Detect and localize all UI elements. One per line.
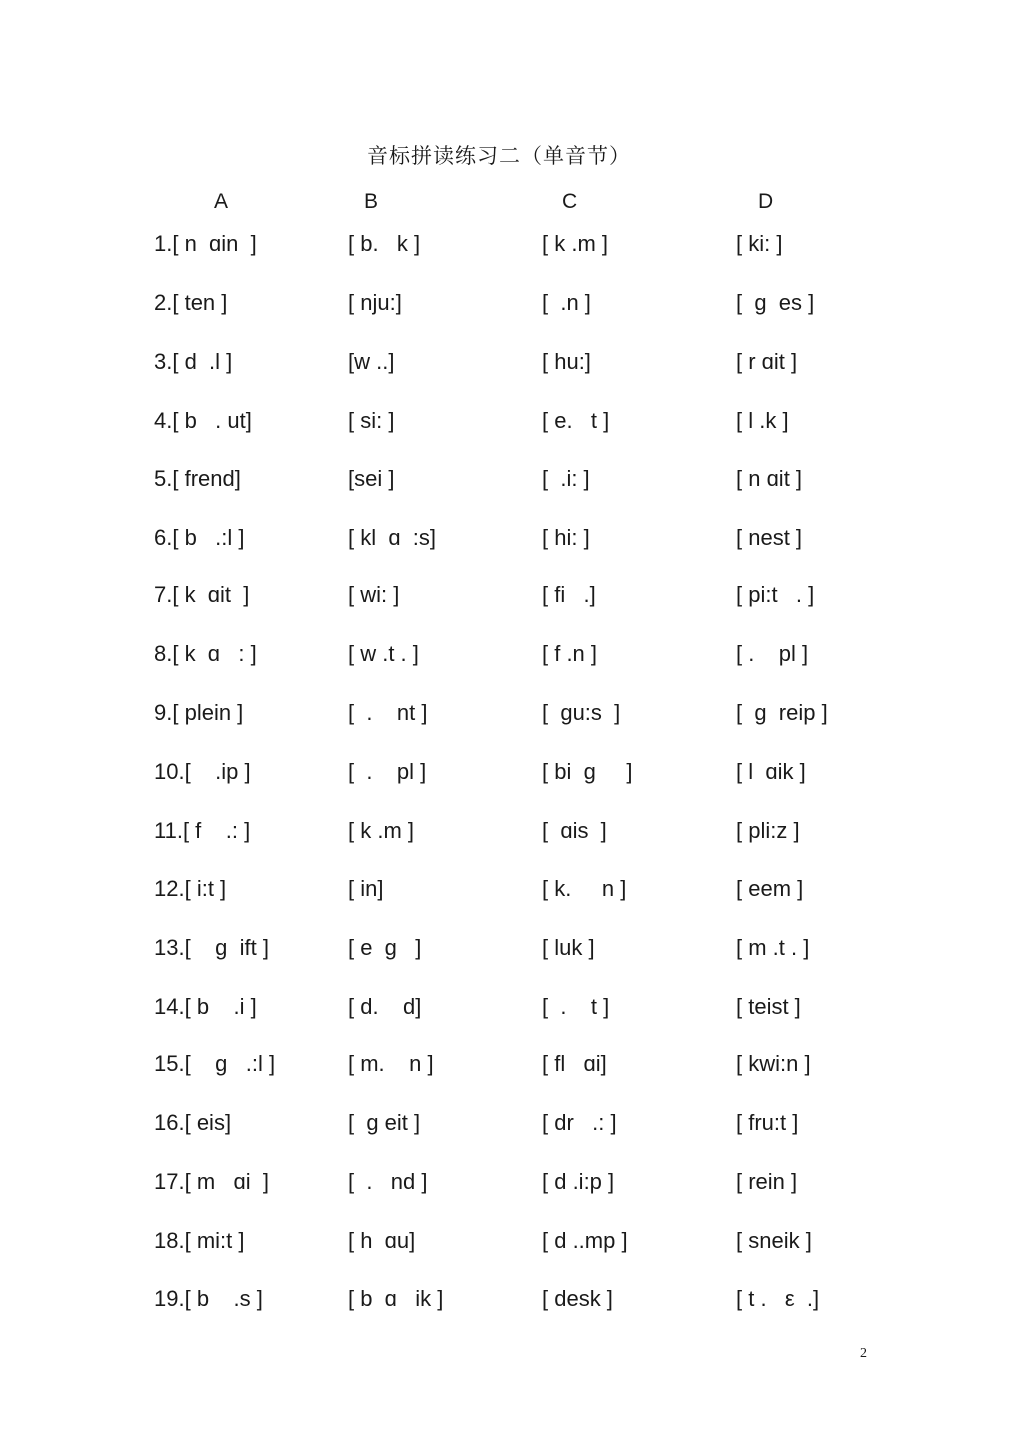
phonetic-a: [ b . ut] bbox=[172, 408, 252, 433]
table-row bbox=[0, 224, 1024, 264]
phonetic-c: [ hi: ] bbox=[542, 525, 590, 550]
phonetic-d: [ teist ] bbox=[736, 994, 801, 1019]
table-row bbox=[0, 342, 1024, 382]
row-number: 19. bbox=[154, 1286, 185, 1311]
row-number: 9. bbox=[154, 700, 173, 725]
phonetic-c: [ k. n ] bbox=[542, 876, 627, 901]
phonetic-c: [ d ..mp ] bbox=[542, 1228, 628, 1253]
phonetic-d: [ sneik ] bbox=[736, 1228, 812, 1253]
phonetic-b: [ m. n ] bbox=[348, 1051, 434, 1076]
page-title: 音标拼读练习二（单音节） bbox=[367, 144, 631, 168]
phonetic-d: [ kwi:n ] bbox=[736, 1051, 811, 1076]
phonetic-b: [w ..] bbox=[348, 349, 395, 374]
phonetic-c: [ ɡu:s ] bbox=[542, 700, 621, 725]
table-row bbox=[0, 1162, 1024, 1202]
phonetic-b: [ e ɡ ] bbox=[348, 935, 422, 960]
phonetic-a: [ n ɑin ] bbox=[172, 231, 257, 256]
row-number: 7. bbox=[154, 582, 173, 607]
row-number: 13. bbox=[154, 935, 185, 960]
table-row bbox=[0, 752, 1024, 792]
cell-a bbox=[154, 342, 232, 382]
phonetic-c: [ hu:] bbox=[542, 349, 591, 374]
phonetic-a: [ plein ] bbox=[172, 700, 244, 725]
phonetic-d: [ ɡ es ] bbox=[736, 290, 815, 315]
cell-a bbox=[154, 575, 249, 615]
phonetic-a: [ b .s ] bbox=[184, 1286, 263, 1311]
cell-a bbox=[154, 693, 243, 733]
phonetic-c: [ desk ] bbox=[542, 1286, 613, 1311]
row-number: 6. bbox=[154, 525, 173, 550]
row-number: 4. bbox=[154, 408, 173, 433]
table-row bbox=[0, 518, 1024, 558]
row-number: 14. bbox=[154, 994, 185, 1019]
table-row bbox=[0, 459, 1024, 499]
table-row bbox=[0, 1279, 1024, 1319]
cell-a bbox=[154, 1103, 231, 1143]
phonetic-b: [ kl ɑ :s] bbox=[348, 525, 437, 550]
phonetic-a: [ ɡ .:l ] bbox=[184, 1051, 276, 1076]
cell-a bbox=[154, 987, 257, 1027]
phonetic-a: [ ten ] bbox=[172, 290, 228, 315]
phonetic-b: [ . nd ] bbox=[348, 1169, 428, 1194]
phonetic-c: [ .n ] bbox=[542, 290, 591, 315]
phonetic-a: [ .ip ] bbox=[184, 759, 251, 784]
phonetic-d: [ t . ε .] bbox=[736, 1286, 820, 1311]
table-row bbox=[0, 987, 1024, 1027]
phonetic-b: [ . nt ] bbox=[348, 700, 428, 725]
phonetic-a: [ mi:t ] bbox=[184, 1228, 245, 1253]
row-number: 11. bbox=[154, 818, 183, 843]
phonetic-b: [ w .t . ] bbox=[348, 641, 419, 666]
cell-a bbox=[154, 224, 257, 264]
phonetic-a: [ frend] bbox=[172, 466, 241, 491]
phonetic-c: [ . t ] bbox=[542, 994, 610, 1019]
row-number: 12. bbox=[154, 876, 185, 901]
phonetic-c: [ k .m ] bbox=[542, 231, 608, 256]
phonetic-d: [ m .t . ] bbox=[736, 935, 810, 960]
phonetic-c: [ e. t ] bbox=[542, 408, 610, 433]
table-row bbox=[0, 634, 1024, 674]
column-header-c: C bbox=[562, 190, 578, 213]
row-number: 16. bbox=[154, 1110, 185, 1135]
phonetic-c: [ dr .: ] bbox=[542, 1110, 617, 1135]
phonetic-b: [ d. d] bbox=[348, 994, 422, 1019]
phonetic-c: [ ɑis ] bbox=[542, 818, 607, 843]
phonetic-b: [ b. k ] bbox=[348, 231, 421, 256]
table-row bbox=[0, 928, 1024, 968]
column-header-d: D bbox=[758, 190, 774, 213]
phonetic-d: [ nest ] bbox=[736, 525, 803, 550]
phonetic-b: [ . pl ] bbox=[348, 759, 427, 784]
row-number: 5. bbox=[154, 466, 173, 491]
page-number: 2 bbox=[860, 1346, 867, 1361]
cell-a bbox=[154, 1044, 275, 1084]
phonetic-a: [ i:t ] bbox=[184, 876, 227, 901]
table-row bbox=[0, 401, 1024, 441]
phonetic-a: [ k ɑ : ] bbox=[172, 641, 257, 666]
phonetic-d: [ rein ] bbox=[736, 1169, 798, 1194]
phonetic-d: [ n ɑit ] bbox=[736, 466, 803, 491]
phonetic-b: [ si: ] bbox=[348, 408, 395, 433]
phonetic-a: [ k ɑit ] bbox=[172, 582, 250, 607]
table-row bbox=[0, 869, 1024, 909]
phonetic-a: [ ɡ ift ] bbox=[184, 935, 269, 960]
cell-a bbox=[154, 634, 257, 674]
phonetic-c: [ fl ɑi] bbox=[542, 1051, 607, 1076]
phonetic-d: [ l ɑik ] bbox=[736, 759, 806, 784]
cell-a bbox=[154, 1279, 263, 1319]
table-row bbox=[0, 811, 1024, 851]
cell-a bbox=[154, 1162, 269, 1202]
cell-a bbox=[154, 518, 245, 558]
phonetic-d: [ l .k ] bbox=[736, 408, 789, 433]
phonetic-b: [ k .m ] bbox=[348, 818, 414, 843]
cell-a bbox=[154, 1221, 244, 1261]
row-number: 15. bbox=[154, 1051, 185, 1076]
cell-a bbox=[154, 752, 251, 792]
phonetic-b: [ in] bbox=[348, 876, 384, 901]
row-number: 18. bbox=[154, 1228, 185, 1253]
phonetic-b: [ h ɑu] bbox=[348, 1228, 416, 1253]
row-number: 8. bbox=[154, 641, 173, 666]
phonetic-c: [ .i: ] bbox=[542, 466, 590, 491]
column-header-a: A bbox=[214, 190, 229, 213]
row-number: 1. bbox=[154, 231, 173, 256]
cell-a bbox=[154, 283, 227, 323]
table-row bbox=[0, 1044, 1024, 1084]
phonetic-d: [ pli:z ] bbox=[736, 818, 800, 843]
phonetic-d: [ eem ] bbox=[736, 876, 804, 901]
table-row bbox=[0, 1221, 1024, 1261]
phonetic-d: [ r ɑit ] bbox=[736, 349, 798, 374]
phonetic-c: [ luk ] bbox=[542, 935, 595, 960]
phonetic-d: [ fru:t ] bbox=[736, 1110, 799, 1135]
cell-a bbox=[154, 869, 226, 909]
table-row bbox=[0, 693, 1024, 733]
phonetic-b: [ ɡ eit ] bbox=[348, 1110, 421, 1135]
row-number: 3. bbox=[154, 349, 173, 374]
phonetic-b: [ b ɑ ik ] bbox=[348, 1286, 444, 1311]
phonetic-c: [ d .i:p ] bbox=[542, 1169, 615, 1194]
phonetic-c: [ bi ɡ ] bbox=[542, 759, 633, 784]
phonetic-c: [ f .n ] bbox=[542, 641, 598, 666]
phonetic-a: [ d .l ] bbox=[172, 349, 233, 374]
row-number: 17. bbox=[154, 1169, 185, 1194]
cell-a bbox=[154, 928, 269, 968]
phonetic-a: [ b .:l ] bbox=[172, 525, 245, 550]
table-row bbox=[0, 575, 1024, 615]
phonetic-d: [ ɡ reip ] bbox=[736, 700, 828, 725]
cell-a bbox=[154, 401, 252, 441]
column-header-b: B bbox=[364, 190, 379, 213]
cell-a bbox=[154, 811, 250, 851]
row-number: 2. bbox=[154, 290, 173, 315]
cell-a bbox=[154, 459, 241, 499]
phonetic-d: [ ki: ] bbox=[736, 231, 783, 256]
table-row bbox=[0, 1103, 1024, 1143]
row-number: 10. bbox=[154, 759, 185, 784]
phonetic-d: [ pi:t . ] bbox=[736, 582, 815, 607]
table-row bbox=[0, 283, 1024, 323]
phonetic-b: [ nju:] bbox=[348, 290, 402, 315]
phonetic-a: [ m ɑi ] bbox=[184, 1169, 269, 1194]
phonetic-c: [ fi .] bbox=[542, 582, 596, 607]
phonetic-a: [ b .i ] bbox=[184, 994, 257, 1019]
phonetic-a: [ eis] bbox=[184, 1110, 232, 1135]
phonetic-a: [ f .: ] bbox=[182, 818, 251, 843]
phonetic-b: [sei ] bbox=[348, 466, 395, 491]
phonetic-d: [ . pl ] bbox=[736, 641, 809, 666]
phonetic-b: [ wi: ] bbox=[348, 582, 400, 607]
